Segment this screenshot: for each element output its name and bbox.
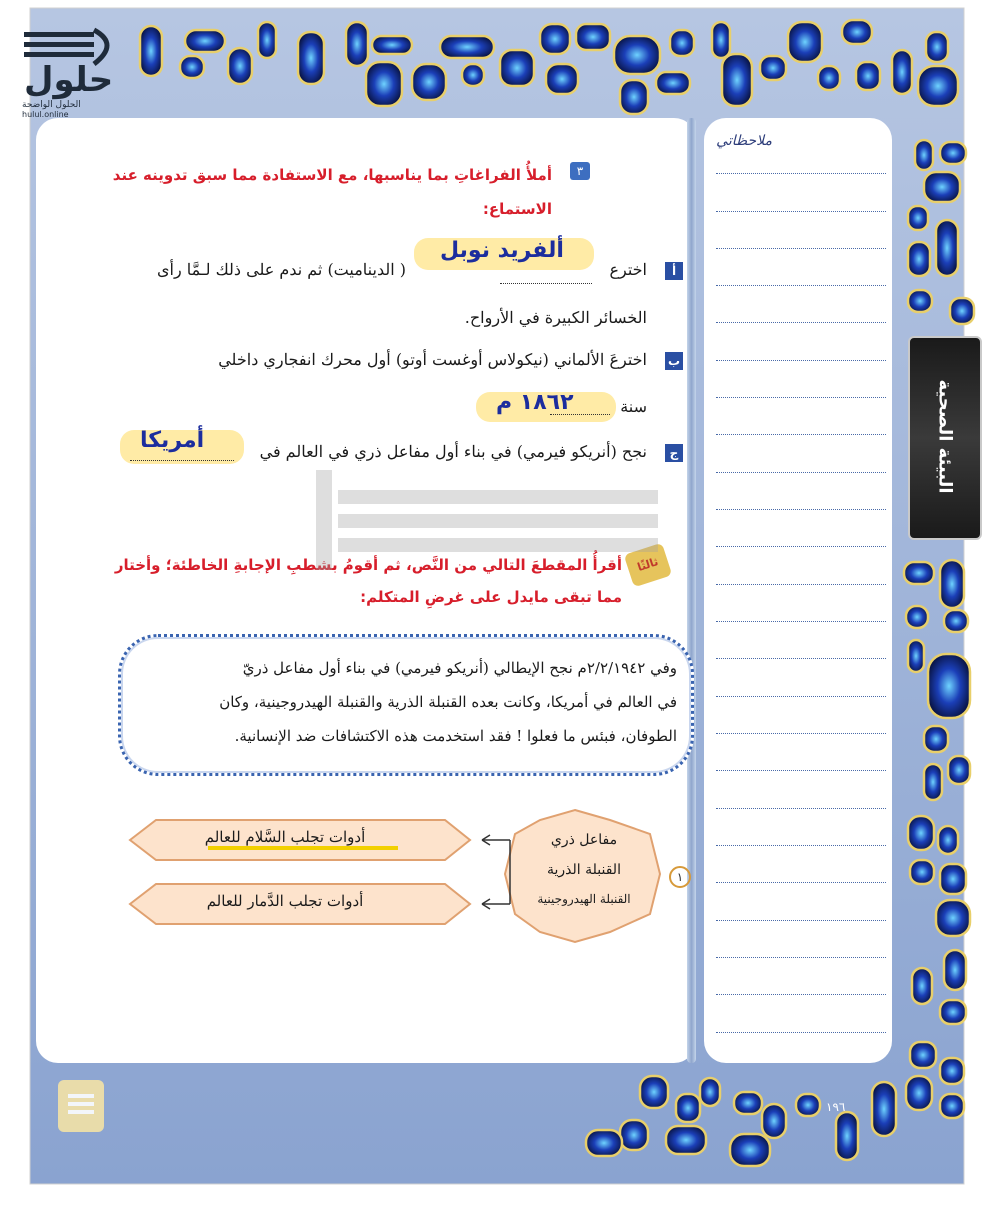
diagram-center-line: مفاعل ذري — [550, 832, 618, 848]
panel-divider — [687, 118, 696, 1063]
item-a-line2: الخسائر الكبيرة في الأرواح. — [464, 308, 647, 327]
item-c-text: نجح (أنريكو فيرمي) في بناء أول مفاعل ذري في العالم في — [259, 442, 647, 461]
blank-line — [550, 414, 610, 415]
page-number: ١٩٦ — [826, 1100, 846, 1114]
footer-logo-icon — [58, 1080, 104, 1132]
passage-line: الطوفان، فبئس ما فعلوا ! فقد استخدمت هذه الاكتشافات ضد الإنسانية. — [234, 727, 677, 745]
passage-line: وفي ٢/٢/١٩٤٢م نجح الإيطالي (أنريكو فيرمي) في بناء أول مفاعل ذريّ — [242, 659, 677, 677]
side-title-tab — [908, 336, 982, 540]
blank-line — [500, 283, 592, 284]
diagram-center-line: القنبلة الهيدروجينية — [537, 892, 631, 906]
section-third-instruction: أقرأُ المقطعَ التالي من النَّص، ثم أقومُ بشطبِ الإجابةِ الخاطئة؛ وأختار — [114, 556, 622, 574]
option-crossed: أدوات تجلب السَّلام للعالم — [204, 828, 366, 846]
option-kept: أدوات تجلب الدَّمار للعالم — [206, 892, 364, 910]
logo-subtitle-latin: hulul.online — [22, 110, 69, 119]
notes-title: ملاحظاتي — [716, 133, 772, 149]
logo-subtitle: الحلول الواضحة — [22, 100, 81, 110]
side-title: البيئة الصحية — [934, 379, 956, 494]
passage-box — [118, 634, 694, 776]
item-letter: ج — [665, 444, 683, 462]
item-c-answer: أمريكا — [140, 428, 205, 453]
item-b-before: سنة — [620, 397, 647, 416]
brand-logo — [10, 26, 125, 119]
section-third-badge-text: ثالثًا — [635, 555, 660, 574]
diagram-number: ١ — [669, 866, 691, 888]
item-a-before: اخترع — [609, 260, 647, 279]
item-b-answer: ١٨٦٢ م — [496, 390, 574, 415]
notes-panel — [704, 118, 892, 1063]
section3-instruction-cont: الاستماع: — [482, 200, 552, 218]
section3-instruction: أملأُ الفراغاتِ بما يناسبها، مع الاستفادة مما سبق تدوينه عند — [112, 166, 552, 184]
logo-text: حلول — [24, 60, 114, 100]
section-third-instruction-cont: مما تبقى مايدل على غرضِ المتكلم: — [360, 588, 622, 606]
item-letter: أ — [665, 262, 683, 280]
section3-number: ٣ — [570, 162, 590, 180]
item-a-answer: ألفريد نوبل — [440, 238, 564, 263]
item-b-text: اخترعَ الألماني (نيكولاس أوغست أوتو) أول محرك انفجاري داخلي — [218, 350, 647, 369]
diagram-center-line: القنبلة الذرية — [547, 862, 621, 878]
passage-line: في العالم في أمريكا، وكانت بعده القنبلة الذرية والقنبلة الهيدروجينية، وكان — [219, 693, 677, 711]
item-letter: ب — [665, 352, 683, 370]
blank-line — [130, 460, 234, 461]
item-a-after: ( الديناميت) ثم ندم على ذلك لـمَّا رأى — [157, 260, 406, 279]
crossout-mark — [208, 846, 398, 850]
